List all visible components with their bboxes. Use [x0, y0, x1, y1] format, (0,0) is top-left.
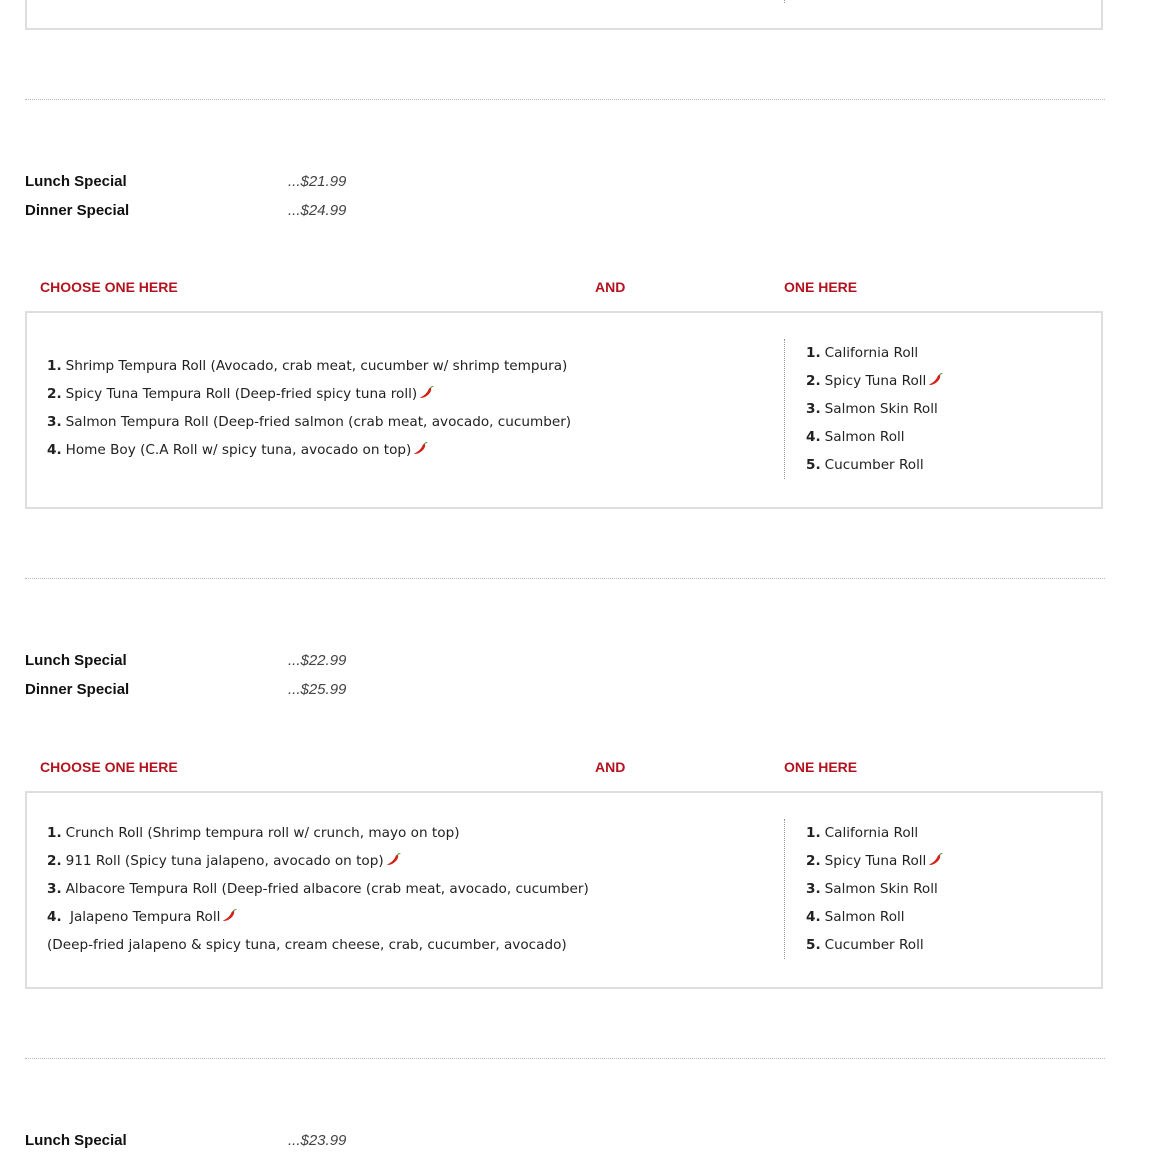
- roll-options-right: [784, 339, 944, 479]
- roll-options-left: [47, 819, 589, 959]
- item-number: 2.: [47, 386, 62, 402]
- chili-pepper-icon: [928, 372, 944, 386]
- item-text: Salmon Roll: [824, 429, 905, 445]
- item-number: 3.: [47, 414, 62, 430]
- item-number: 4.: [806, 909, 821, 925]
- item-number: 4.: [47, 442, 62, 458]
- menu-item: [806, 875, 944, 903]
- item-text: (Deep-fried jalapeno & spicy tuna, cream cheese, crab, cucumber, avocado): [47, 937, 567, 953]
- menu-item: [47, 436, 571, 464]
- item-number: 3.: [47, 881, 62, 897]
- item-text: Crunch Roll (Shrimp tempura roll w/ crunch, mayo on top): [65, 825, 460, 841]
- item-text: Salmon Skin Roll: [824, 401, 938, 417]
- item-text: Cucumber Roll: [824, 457, 924, 473]
- item-text: Salmon Tempura Roll (Deep-fried salmon (crab meat, avocado, cucumber): [65, 414, 572, 430]
- chili-pepper-icon: [928, 852, 944, 866]
- lunch-special-label: Lunch Special: [25, 1132, 127, 1149]
- item-number: 1.: [47, 825, 62, 841]
- item-text: Cucumber Roll: [824, 937, 924, 953]
- item-number: 1.: [806, 825, 821, 841]
- menu-item: [47, 931, 589, 959]
- lunch-special-price: ...$21.99: [288, 173, 347, 190]
- choose-one-heading: CHOOSE ONE HERE: [40, 759, 178, 775]
- item-number: 4.: [806, 429, 821, 445]
- lunch-special-label: Lunch Special: [25, 173, 127, 190]
- item-number: 1.: [806, 345, 821, 361]
- item-number: 3.: [806, 881, 821, 897]
- menu-item: [806, 931, 944, 959]
- menu-item: [806, 847, 944, 875]
- menu-item: [47, 352, 571, 380]
- item-text: Salmon Roll: [824, 909, 905, 925]
- menu-item: [806, 819, 944, 847]
- menu-item: [806, 367, 944, 395]
- item-number: 4.: [47, 909, 62, 925]
- column-divider: [784, 0, 785, 3]
- menu-item: [806, 395, 944, 423]
- and-heading: AND: [595, 759, 626, 775]
- item-text: Salmon Skin Roll: [824, 881, 938, 897]
- menu-item: [47, 380, 571, 408]
- roll-options-right: [784, 819, 944, 959]
- item-text: Shrimp Tempura Roll (Avocado, crab meat, cucumber w/ shrimp tempura): [65, 358, 568, 374]
- section-separator: [25, 578, 1105, 579]
- menu-item: [806, 423, 944, 451]
- chili-pepper-icon: [222, 908, 238, 922]
- menu-item: [806, 903, 944, 931]
- item-text: California Roll: [824, 345, 919, 361]
- chili-pepper-icon: [419, 385, 435, 399]
- section-separator: [25, 99, 1105, 100]
- item-text: Spicy Tuna Roll: [824, 853, 927, 869]
- menu-item: [47, 875, 589, 903]
- item-text: Spicy Tuna Tempura Roll (Deep-fried spicy tuna roll): [65, 386, 418, 402]
- roll-options-left: [47, 352, 571, 464]
- dinner-special-price: ...$25.99: [288, 681, 347, 698]
- item-text: Home Boy (C.A Roll w/ spicy tuna, avocado on top): [65, 442, 412, 458]
- item-text: California Roll: [824, 825, 919, 841]
- menu-item: [47, 847, 589, 875]
- one-here-heading: ONE HERE: [784, 759, 858, 775]
- menu-item: [806, 339, 944, 367]
- item-text: 911 Roll (Spicy tuna jalapeno, avocado on top): [65, 853, 384, 869]
- lunch-special-price: ...$22.99: [288, 652, 347, 669]
- item-text: Jalapeno Tempura Roll: [65, 909, 221, 925]
- item-text: Albacore Tempura Roll (Deep-fried albacore (crab meat, avocado, cucumber): [65, 881, 589, 897]
- lunch-special-price: ...$23.99: [288, 1132, 347, 1149]
- item-text: Spicy Tuna Roll: [824, 373, 927, 389]
- menu-item: [806, 451, 944, 479]
- lunch-special-label: Lunch Special: [25, 652, 127, 669]
- item-number: 5.: [806, 457, 821, 473]
- chili-pepper-icon: [413, 441, 429, 455]
- menu-item: [47, 819, 589, 847]
- item-number: 2.: [47, 853, 62, 869]
- item-number: 5.: [806, 937, 821, 953]
- and-heading: AND: [595, 279, 626, 295]
- menu-item: [47, 408, 571, 436]
- section-separator: [25, 1058, 1105, 1059]
- menu-box-previous: [25, 0, 1103, 30]
- dinner-special-price: ...$24.99: [288, 202, 347, 219]
- dinner-special-label: Dinner Special: [25, 202, 130, 219]
- dinner-special-label: Dinner Special: [25, 681, 130, 698]
- choose-one-heading: CHOOSE ONE HERE: [40, 279, 178, 295]
- item-number: 3.: [806, 401, 821, 417]
- chili-pepper-icon: [386, 852, 402, 866]
- item-number: 1.: [47, 358, 62, 374]
- one-here-heading: ONE HERE: [784, 279, 858, 295]
- menu-item: [47, 903, 589, 931]
- item-number: 2.: [806, 853, 821, 869]
- item-number: 2.: [806, 373, 821, 389]
